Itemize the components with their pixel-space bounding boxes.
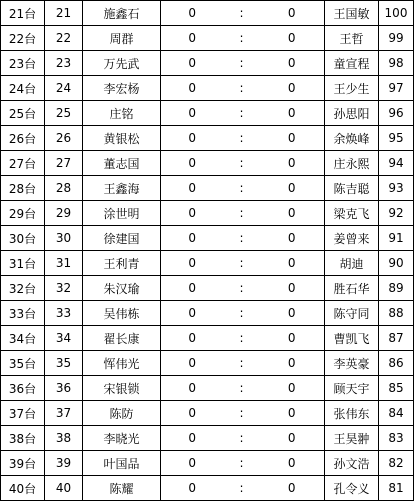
player-b-score-cell: 0 xyxy=(260,251,325,276)
player-a-score-cell: 0 xyxy=(161,351,224,376)
player-a-score-cell: 0 xyxy=(161,76,224,101)
player-b-score-cell: 0 xyxy=(260,1,325,26)
player-b-number-cell: 95 xyxy=(379,126,414,151)
table-number-cell: 29台 xyxy=(1,201,45,226)
table-row xyxy=(1,426,414,451)
player-a-score-cell: 0 xyxy=(161,126,224,151)
table-row xyxy=(1,351,414,376)
table-row xyxy=(1,476,414,501)
player-a-score-cell: 0 xyxy=(161,376,224,401)
player-b-name-cell: 孙文浩 xyxy=(325,451,379,476)
player-b-name-cell: 李英豪 xyxy=(325,351,379,376)
player-a-name-cell: 王鑫海 xyxy=(83,176,161,201)
score-separator-cell: : xyxy=(224,151,260,176)
table-number-cell: 28台 xyxy=(1,176,45,201)
player-b-number-cell: 87 xyxy=(379,326,414,351)
player-b-name-cell: 孙思阳 xyxy=(325,101,379,126)
player-b-score-cell: 0 xyxy=(260,476,325,501)
player-a-score-cell: 0 xyxy=(161,51,224,76)
player-a-score-cell: 0 xyxy=(161,201,224,226)
player-b-number-cell: 94 xyxy=(379,151,414,176)
player-a-name-cell: 庄铭 xyxy=(83,101,161,126)
player-b-number-cell: 81 xyxy=(379,476,414,501)
player-b-name-cell: 胜石华 xyxy=(325,276,379,301)
seat-number-cell: 22 xyxy=(45,26,83,51)
player-a-score-cell: 0 xyxy=(161,476,224,501)
seat-number-cell: 40 xyxy=(45,476,83,501)
score-separator-cell: : xyxy=(224,251,260,276)
table-number-cell: 33台 xyxy=(1,301,45,326)
score-separator-cell: : xyxy=(224,101,260,126)
seat-number-cell: 31 xyxy=(45,251,83,276)
player-a-name-cell: 施鑫石 xyxy=(83,1,161,26)
player-b-number-cell: 99 xyxy=(379,26,414,51)
player-a-name-cell: 周群 xyxy=(83,26,161,51)
seat-number-cell: 26 xyxy=(45,126,83,151)
seat-number-cell: 32 xyxy=(45,276,83,301)
table-row xyxy=(1,401,414,426)
score-separator-cell: : xyxy=(224,426,260,451)
table-number-cell: 38台 xyxy=(1,426,45,451)
player-b-score-cell: 0 xyxy=(260,326,325,351)
player-a-name-cell: 恽伟光 xyxy=(83,351,161,376)
score-separator-cell: : xyxy=(224,76,260,101)
player-a-score-cell: 0 xyxy=(161,101,224,126)
player-b-name-cell: 孔令义 xyxy=(325,476,379,501)
player-b-number-cell: 93 xyxy=(379,176,414,201)
seat-number-cell: 23 xyxy=(45,51,83,76)
player-a-score-cell: 0 xyxy=(161,451,224,476)
player-b-number-cell: 97 xyxy=(379,76,414,101)
score-separator-cell: : xyxy=(224,351,260,376)
score-separator-cell: : xyxy=(224,401,260,426)
seat-number-cell: 39 xyxy=(45,451,83,476)
pairing-rows xyxy=(1,1,414,501)
player-a-score-cell: 0 xyxy=(161,301,224,326)
player-b-number-cell: 86 xyxy=(379,351,414,376)
table-number-cell: 36台 xyxy=(1,376,45,401)
player-a-name-cell: 宋银锁 xyxy=(83,376,161,401)
player-a-name-cell: 朱汉瑜 xyxy=(83,276,161,301)
table-number-cell: 32台 xyxy=(1,276,45,301)
player-b-score-cell: 0 xyxy=(260,451,325,476)
player-b-name-cell: 曹凯飞 xyxy=(325,326,379,351)
player-b-number-cell: 96 xyxy=(379,101,414,126)
player-a-score-cell: 0 xyxy=(161,151,224,176)
table-number-cell: 39台 xyxy=(1,451,45,476)
table-number-cell: 27台 xyxy=(1,151,45,176)
player-a-name-cell: 黄银松 xyxy=(83,126,161,151)
score-separator-cell: : xyxy=(224,451,260,476)
table-row xyxy=(1,1,414,26)
player-a-name-cell: 王利青 xyxy=(83,251,161,276)
score-separator-cell: : xyxy=(224,301,260,326)
player-b-score-cell: 0 xyxy=(260,276,325,301)
player-a-score-cell: 0 xyxy=(161,401,224,426)
player-b-name-cell: 王昊翀 xyxy=(325,426,379,451)
score-separator-cell: : xyxy=(224,376,260,401)
player-a-score-cell: 0 xyxy=(161,426,224,451)
table-number-cell: 30台 xyxy=(1,226,45,251)
score-separator-cell: : xyxy=(224,276,260,301)
table-number-cell: 37台 xyxy=(1,401,45,426)
seat-number-cell: 30 xyxy=(45,226,83,251)
player-a-name-cell: 叶国品 xyxy=(83,451,161,476)
table-row xyxy=(1,326,414,351)
player-b-score-cell: 0 xyxy=(260,351,325,376)
player-b-score-cell: 0 xyxy=(260,201,325,226)
player-a-name-cell: 陈防 xyxy=(83,401,161,426)
seat-number-cell: 28 xyxy=(45,176,83,201)
table-row xyxy=(1,301,414,326)
player-a-score-cell: 0 xyxy=(161,326,224,351)
seat-number-cell: 36 xyxy=(45,376,83,401)
player-b-score-cell: 0 xyxy=(260,76,325,101)
player-a-name-cell: 万先武 xyxy=(83,51,161,76)
player-b-name-cell: 顾天宇 xyxy=(325,376,379,401)
player-b-score-cell: 0 xyxy=(260,176,325,201)
table-row xyxy=(1,251,414,276)
player-b-name-cell: 胡迪 xyxy=(325,251,379,276)
table-number-cell: 25台 xyxy=(1,101,45,126)
player-b-name-cell: 梁克飞 xyxy=(325,201,379,226)
player-b-number-cell: 89 xyxy=(379,276,414,301)
player-b-score-cell: 0 xyxy=(260,151,325,176)
player-b-name-cell: 陈守同 xyxy=(325,301,379,326)
player-a-name-cell: 陈耀 xyxy=(83,476,161,501)
player-b-name-cell: 童宣程 xyxy=(325,51,379,76)
score-separator-cell: : xyxy=(224,226,260,251)
score-separator-cell: : xyxy=(224,26,260,51)
player-b-number-cell: 84 xyxy=(379,401,414,426)
player-b-number-cell: 98 xyxy=(379,51,414,76)
player-b-number-cell: 85 xyxy=(379,376,414,401)
table-row xyxy=(1,151,414,176)
table-row xyxy=(1,201,414,226)
player-b-score-cell: 0 xyxy=(260,401,325,426)
score-separator-cell: : xyxy=(224,201,260,226)
player-a-name-cell: 涂世明 xyxy=(83,201,161,226)
seat-number-cell: 33 xyxy=(45,301,83,326)
player-b-name-cell: 张伟东 xyxy=(325,401,379,426)
table-number-cell: 35台 xyxy=(1,351,45,376)
seat-number-cell: 37 xyxy=(45,401,83,426)
player-b-name-cell: 王少生 xyxy=(325,76,379,101)
player-b-number-cell: 88 xyxy=(379,301,414,326)
player-b-score-cell: 0 xyxy=(260,226,325,251)
table-number-cell: 22台 xyxy=(1,26,45,51)
score-separator-cell: : xyxy=(224,51,260,76)
seat-number-cell: 29 xyxy=(45,201,83,226)
score-separator-cell: : xyxy=(224,476,260,501)
seat-number-cell: 34 xyxy=(45,326,83,351)
player-b-number-cell: 91 xyxy=(379,226,414,251)
seat-number-cell: 21 xyxy=(45,1,83,26)
score-separator-cell: : xyxy=(224,176,260,201)
player-b-name-cell: 王国敏 xyxy=(325,1,379,26)
player-b-score-cell: 0 xyxy=(260,101,325,126)
seat-number-cell: 35 xyxy=(45,351,83,376)
seat-number-cell: 27 xyxy=(45,151,83,176)
player-b-number-cell: 100 xyxy=(379,1,414,26)
player-a-score-cell: 0 xyxy=(161,176,224,201)
player-b-number-cell: 82 xyxy=(379,451,414,476)
player-a-name-cell: 董志国 xyxy=(83,151,161,176)
player-b-number-cell: 83 xyxy=(379,426,414,451)
player-b-number-cell: 92 xyxy=(379,201,414,226)
table-row xyxy=(1,26,414,51)
player-b-name-cell: 王哲 xyxy=(325,26,379,51)
table-row xyxy=(1,451,414,476)
table-row xyxy=(1,126,414,151)
player-b-score-cell: 0 xyxy=(260,126,325,151)
table-row xyxy=(1,101,414,126)
player-b-score-cell: 0 xyxy=(260,426,325,451)
seat-number-cell: 24 xyxy=(45,76,83,101)
player-b-name-cell: 余焕峰 xyxy=(325,126,379,151)
table-row xyxy=(1,226,414,251)
score-separator-cell: : xyxy=(224,326,260,351)
player-b-score-cell: 0 xyxy=(260,51,325,76)
table-row xyxy=(1,276,414,301)
table-number-cell: 26台 xyxy=(1,126,45,151)
player-b-name-cell: 庄永熙 xyxy=(325,151,379,176)
seat-number-cell: 38 xyxy=(45,426,83,451)
seat-number-cell: 25 xyxy=(45,101,83,126)
player-a-score-cell: 0 xyxy=(161,276,224,301)
player-a-score-cell: 0 xyxy=(161,1,224,26)
score-separator-cell: : xyxy=(224,1,260,26)
table-row xyxy=(1,51,414,76)
player-a-score-cell: 0 xyxy=(161,251,224,276)
player-b-number-cell: 90 xyxy=(379,251,414,276)
player-b-name-cell: 姜曾来 xyxy=(325,226,379,251)
player-a-score-cell: 0 xyxy=(161,26,224,51)
player-b-score-cell: 0 xyxy=(260,26,325,51)
player-b-score-cell: 0 xyxy=(260,301,325,326)
table-row xyxy=(1,176,414,201)
table-number-cell: 40台 xyxy=(1,476,45,501)
table-number-cell: 21台 xyxy=(1,1,45,26)
table-row xyxy=(1,376,414,401)
table-number-cell: 34台 xyxy=(1,326,45,351)
score-separator-cell: : xyxy=(224,126,260,151)
player-a-name-cell: 李晓光 xyxy=(83,426,161,451)
table-number-cell: 24台 xyxy=(1,76,45,101)
table-row xyxy=(1,76,414,101)
player-a-name-cell: 翟长康 xyxy=(83,326,161,351)
table-number-cell: 23台 xyxy=(1,51,45,76)
table-number-cell: 31台 xyxy=(1,251,45,276)
player-a-name-cell: 李宏杨 xyxy=(83,76,161,101)
player-b-name-cell: 陈吉聪 xyxy=(325,176,379,201)
player-a-name-cell: 吴伟栋 xyxy=(83,301,161,326)
player-b-score-cell: 0 xyxy=(260,376,325,401)
player-a-score-cell: 0 xyxy=(161,226,224,251)
player-a-name-cell: 徐建国 xyxy=(83,226,161,251)
